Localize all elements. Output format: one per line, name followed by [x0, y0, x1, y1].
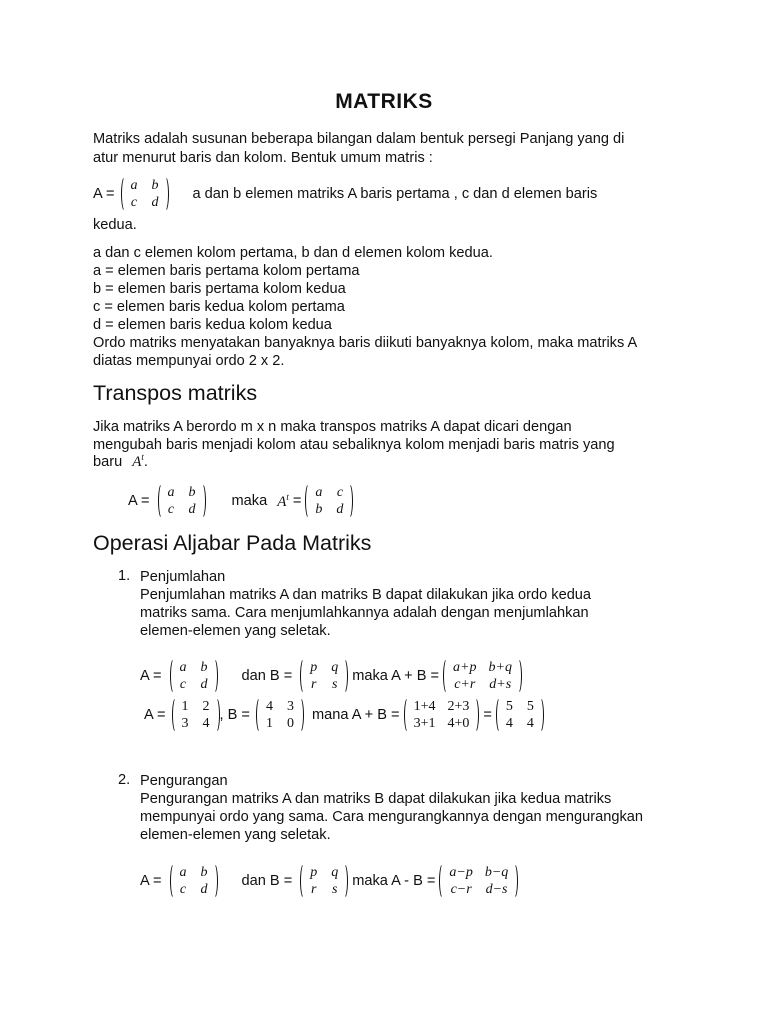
transpose-line-1: Jika matriks A berordo m x n maka transpos matriks A dapat dicari dengan [93, 419, 572, 435]
list-item-title-subtraction: Pengurangan [140, 773, 228, 789]
transpose-line-3: baru $A^t$ . [93, 452, 148, 470]
list-item-title-addition: Penjumlahan [140, 569, 226, 585]
elements-line: diatas mempunyai ordo 2 x 2. [93, 353, 285, 369]
transpose-line-2: mengubah baris menjadi kolom atau sebaliknya kolom menjadi baris matris yang [93, 437, 615, 453]
general-matrix [121, 176, 169, 212]
addition-example: A = 1 2 3 4 , B = 4 3 1 0 mana A + B = 1+4 2+3 3+1 4+0 = 5 5 4 4 [144, 697, 544, 733]
transpose-matrix-at: a c b d [305, 483, 353, 519]
matrix-cell: c [130, 195, 138, 210]
matrix-cell: a [130, 178, 138, 193]
matrix-cell: b [151, 178, 159, 193]
page-title: MATRIKS [335, 90, 433, 113]
addition-line: elemen-elemen yang seletak. [140, 623, 331, 639]
elements-line: Ordo matriks menyatakan banyaknya baris diikuti banyaknya kolom, maka matriks A [93, 335, 638, 351]
section-heading-operations: Operasi Aljabar Pada Matriks [93, 531, 372, 555]
elements-line: c = elemen baris kedua kolom pertama [93, 299, 345, 315]
subtraction-line: elemen-elemen yang seletak. [140, 827, 331, 843]
addition-line: Penjumlahan matriks A dan matriks B dapat dilakukan jika ordo kedua [140, 587, 592, 603]
addition-line: matriks sama. Cara menjumlahkannya adalah dengan menjumlahkan [140, 605, 589, 621]
elements-line: a dan c elemen kolom pertama, b dan d elemen kolom kedua. [93, 245, 493, 261]
section-heading-transpose: Transpos matriks [93, 381, 258, 405]
matrix-cell: d [151, 195, 159, 210]
general-a-label: A = [93, 186, 115, 202]
general-description: a dan b elemen matriks A baris pertama , c dan d elemen baris [192, 186, 598, 202]
addition-formula: A = a b c d dan B = p q r s maka A + B = a+p b+q c+r d+s [140, 658, 522, 694]
subtraction-formula: A = a b c d dan B = p q r s maka A - B = a−p b−q c−r d−s [140, 863, 518, 899]
transpose-equation: A = a b c d maka $A^t$ = a c b d [128, 483, 353, 519]
transpose-symbol: $A^t$ [132, 452, 144, 470]
subtraction-line: Pengurangan matriks A dan matriks B dapat dilakukan jika kedua matriks [140, 791, 612, 807]
elements-line: a = elemen baris pertama kolom pertama [93, 263, 360, 279]
general-continuation: kedua. [93, 217, 137, 233]
subtraction-line: mempunyai ordo yang sama. Cara mengurangkannya dengan mengurangkan [140, 809, 643, 825]
elements-line: d = elemen baris kedua kolom kedua [93, 317, 332, 333]
transpose-matrix-a: a b c d [158, 483, 206, 519]
general-form-row [93, 176, 597, 212]
intro-line-2: atur menurut baris dan kolom. Bentuk umum matris : [93, 150, 433, 166]
list-number: 1. [118, 568, 131, 584]
intro-line-1: Matriks adalah susunan beberapa bilangan dalam bentuk persegi Panjang yang di [93, 131, 625, 147]
list-number: 2. [118, 772, 131, 788]
elements-line: b = elemen baris pertama kolom kedua [93, 281, 346, 297]
